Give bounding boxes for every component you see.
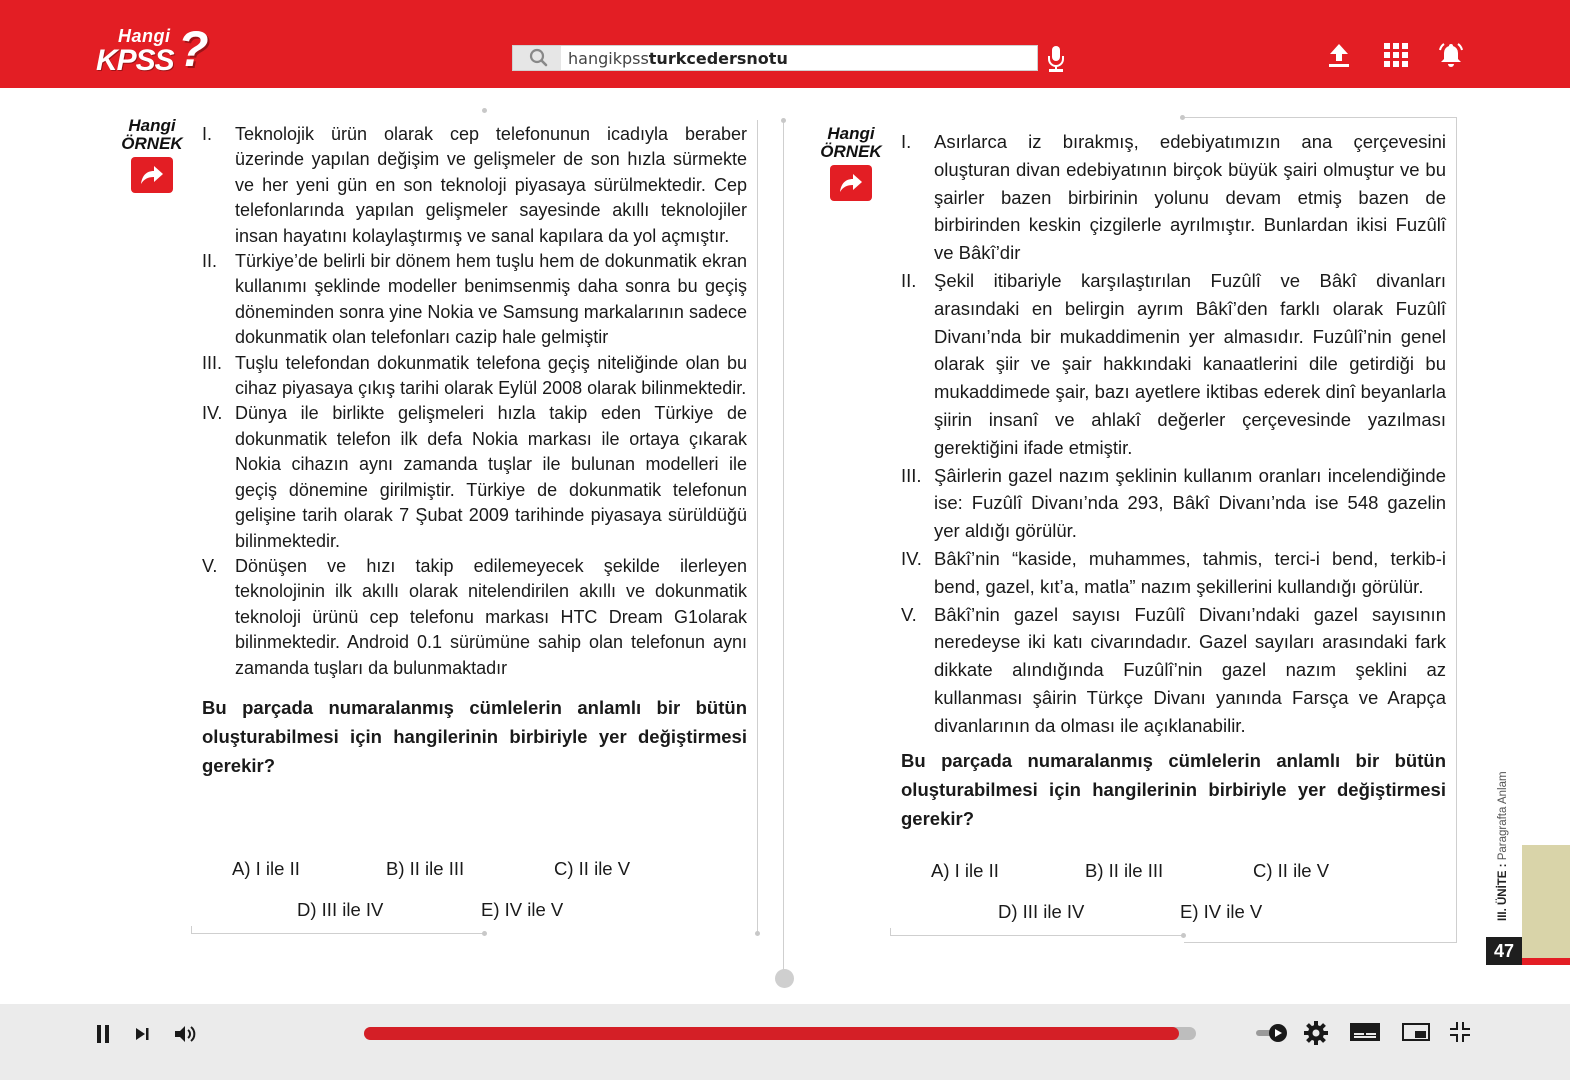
- statement-text: Dünya ile birlikte gelişmeleri hızla takip eden Türkiye de dokunmatik telefon ilk defa Nokia markası ile ortaya çıkarak Nokia cihazın aynı zamanda tuşlar ile bulunan modelleri ile geçiş dönemine girilmiştir. Türkiye de dokunmatik telefonun gelişine tarih olarak 7 Şubat 2009 tarihinde piyasaya sürüldüğü bilinmektedir.: [235, 403, 747, 551]
- search-icon[interactable]: [513, 46, 561, 70]
- right-statement-3: [901, 462, 1446, 545]
- left-option-b[interactable]: B) II ile III: [386, 858, 465, 879]
- statement-number: IV.: [901, 547, 922, 569]
- right-statement-5: [901, 601, 1446, 740]
- statement-number: III.: [901, 464, 922, 486]
- statement-number: II.: [202, 251, 218, 272]
- left-option-e[interactable]: E) IV ile V: [481, 899, 564, 920]
- ornek-label-top: Hangi: [827, 124, 875, 143]
- volume-icon[interactable]: [172, 1022, 198, 1051]
- statement-text: Şekil itibariyle karşılaştırılan Fuzûlî ve Bâkî divanları arasındaki en belirgin ayrım Bâkî’den farklı olarak Fuzûlî Divanı’nda bir mukaddimenin yer almasıdır. Fuzûlî’nin genel olarak şiir ve şair hakkındaki kanaatlerini dile getirdiği bu mukaddimede şair, bazı ayetlere iktibas ederek dinî beyanlarla şiirin insanî ve ahlakî değerler çerçevesinde yazılması gerektiğini ifade etmiştir.: [934, 269, 1446, 458]
- center-spine-line: [783, 120, 784, 970]
- right-bottom-rule: [890, 935, 1184, 936]
- left-question-text: [202, 122, 747, 780]
- autoplay-toggle-icon[interactable]: [1254, 1021, 1290, 1050]
- settings-gear-icon[interactable]: [1303, 1020, 1329, 1051]
- statement-number: V.: [901, 603, 917, 625]
- statement-number: III.: [202, 352, 223, 373]
- statement-text: Dönüşen ve hızı takip edilemeyecek şekilde ilerleyen teknolojinin ilk akıllı olarak nitelendirilen akıllı ve dokunmatik teknoloji ürünü cep telefonu markası HTC Dream G1olarak bilinmektedir. Android 0.1 sürümüne sahip olan telefonun aynı zamanda tuşları da bulunmaktadır: [235, 555, 747, 678]
- right-statement-2: [901, 267, 1446, 462]
- left-statement-3: [202, 351, 747, 402]
- right-statement-1: [901, 128, 1446, 267]
- chapter-label: [1497, 741, 1515, 921]
- statement-number: II.: [901, 269, 917, 291]
- search-bar[interactable]: [512, 45, 1038, 71]
- statement-text: Bâkî’nin “kaside, muhammes, tahmis, terci-i bend, terkib-i bend, gazel, kıt’a, matla” nazım şekillerini kullandığı görülür.: [934, 547, 1446, 597]
- right-question-prompt: Bu parçada numaralanmış cümlelerin anlamlı bir bütün oluşturabilmesi için hangilerinin birbiriyle yer değiştirmesi gerekir?: [901, 749, 1446, 829]
- right-option-e[interactable]: E) IV ile V: [1180, 901, 1263, 922]
- ornek-label-top: Hangi: [128, 116, 176, 135]
- chapter-unit: III. ÜNİTE :: [1497, 863, 1509, 921]
- left-bottom-tick: [191, 926, 192, 934]
- statement-text: Şâirlerin gazel nazım şeklinin kullanım oranları incelendiğinde ise: Fuzûlî Divanı’nda 293, Bâkî Divanı’nda ise 548 gazelin yer aldığı görülür.: [934, 464, 1446, 542]
- divider-dot: [1181, 933, 1186, 938]
- chapter-tab: [1522, 845, 1570, 965]
- pause-icon[interactable]: [92, 1022, 114, 1051]
- chapter-tab-accent: [1522, 958, 1570, 965]
- right-top-rule: [1182, 117, 1456, 118]
- right-option-a[interactable]: A) I ile II: [931, 860, 999, 881]
- left-statement-5: [202, 554, 747, 681]
- next-icon[interactable]: [132, 1024, 152, 1049]
- statement-text: Asırlarca iz bırakmış, edebiyatımızın ana çerçevesini oluşturan divan edebiyatının birçok büyük şairi olmuştur ve bu şairler bazen birbirinin yolunu devam etmiş bazen de birbirinden keskin çizgilerle ayrılmıştır. Bunlardan ikisi Fuzûlî ve Bâkî’dir: [934, 131, 1446, 264]
- mic-icon[interactable]: [1045, 44, 1067, 74]
- ornek-label-bottom: ÖRNEK: [820, 142, 882, 161]
- statement-number: I.: [901, 131, 912, 152]
- right-option-d[interactable]: D) III ile IV: [998, 901, 1085, 922]
- ornek-badge-right: [811, 125, 891, 201]
- statement-text: Bâkî’nin gazel sayısı Fuzûlî Divanı’ndaki gazel sayısının neredeyse iki katı civarındadır. Gazel sayıları arasındaki fark dikkate alındığında Fuzûlî’nin gazel nazım şeklini az kullanması şâirin Türkçe Divanı yanında Farsça ve Arapça divanlarının da olması ile açıklanabilir.: [934, 603, 1446, 736]
- player-controls: [0, 1004, 1570, 1080]
- left-page-border: [757, 120, 758, 935]
- ornek-label-bottom: ÖRNEK: [121, 134, 183, 153]
- right-page-border: [1456, 117, 1457, 943]
- ornek-badge-left: [112, 117, 192, 193]
- statement-text: Türkiye’de belirli bir dönem hem tuşlu hem de dokunmatik ekran kullanımı şeklinde modeller benimsenmiş daha sonra bu geçiş döneminden sonra yine Nokia ve Samsung markalarının sadece dokunmatik olan telefonları cazip hale gelmiştir: [235, 251, 747, 348]
- miniplayer-icon[interactable]: [1401, 1021, 1431, 1048]
- left-bottom-rule: [191, 933, 485, 934]
- top-bar: [0, 0, 1570, 88]
- statement-text: Teknolojik ürün olarak cep telefonunun icadıyla beraber üzerinde yapılan değişim ve gelişmeler de son hızla sürmekte ve her yeni gün en son teknoloji piyasaya sürülmektedir. Cep telefonlarında yapılan gelişmeler sayesinde akıllı teknolojiler insan hayatını kolaylaştırmış ve sanal kapılara da yol açmıştır.: [235, 124, 747, 246]
- right-option-c[interactable]: C) II ile V: [1253, 860, 1330, 881]
- divider-dot: [755, 931, 760, 936]
- right-question-text: [901, 128, 1446, 833]
- divider-dot: [482, 108, 487, 113]
- apps-grid-icon[interactable]: [1381, 40, 1411, 70]
- statement-number: V.: [202, 555, 218, 576]
- left-option-c[interactable]: C) II ile V: [554, 858, 631, 879]
- search-text-prefix: hangikpss: [568, 49, 649, 68]
- search-input[interactable]: [568, 49, 788, 68]
- left-question-prompt: Bu parçada numaralanmış cümlelerin anlamlı bir bütün oluşturabilmesi için hangilerinin birbiriyle yer değiştirmesi gerekir?: [202, 696, 747, 776]
- chapter-topic: Paragrafta Anlam: [1497, 771, 1509, 861]
- upload-icon[interactable]: [1324, 40, 1354, 70]
- page-scroll-handle[interactable]: [775, 969, 794, 988]
- left-statement-2: [202, 249, 747, 351]
- divider-dot: [781, 118, 786, 123]
- right-bottom-tick: [890, 928, 891, 936]
- left-option-d[interactable]: D) III ile IV: [297, 899, 384, 920]
- statement-text: Tuşlu telefondan dokunmatik telefona geçiş niteliğinde olan bu cihaz piyasaya çıkış tarihi olarak Eylül 2008 olarak bilinmektedir.: [235, 352, 747, 399]
- logo[interactable]: [96, 22, 218, 78]
- statement-number: IV.: [202, 403, 223, 424]
- seek-bar-progress: [364, 1027, 1179, 1040]
- fullscreen-exit-icon[interactable]: [1448, 1020, 1472, 1049]
- notification-bell-icon[interactable]: [1436, 40, 1466, 70]
- right-bottom-rule-2: [1184, 942, 1456, 943]
- logo-main-text: KPSS: [96, 44, 174, 77]
- divider-dot: [1180, 115, 1185, 120]
- divider-dot: [482, 931, 487, 936]
- page-number: 47: [1486, 937, 1522, 965]
- right-statement-4: [901, 545, 1446, 601]
- statement-number: I.: [202, 124, 213, 144]
- left-statement-1: [202, 122, 747, 249]
- left-statement-4: [202, 401, 747, 553]
- seek-bar[interactable]: [364, 1027, 1196, 1040]
- search-text-bold: turkcedersnotu: [648, 49, 788, 68]
- logo-mark: ?: [178, 21, 209, 77]
- left-option-a[interactable]: A) I ile II: [232, 858, 300, 879]
- right-option-b[interactable]: B) II ile III: [1085, 860, 1164, 881]
- share-arrow-icon[interactable]: [131, 157, 173, 193]
- logo-top-text: Hangi: [118, 26, 171, 46]
- subtitles-icon[interactable]: [1349, 1021, 1381, 1048]
- share-arrow-icon[interactable]: [830, 165, 872, 201]
